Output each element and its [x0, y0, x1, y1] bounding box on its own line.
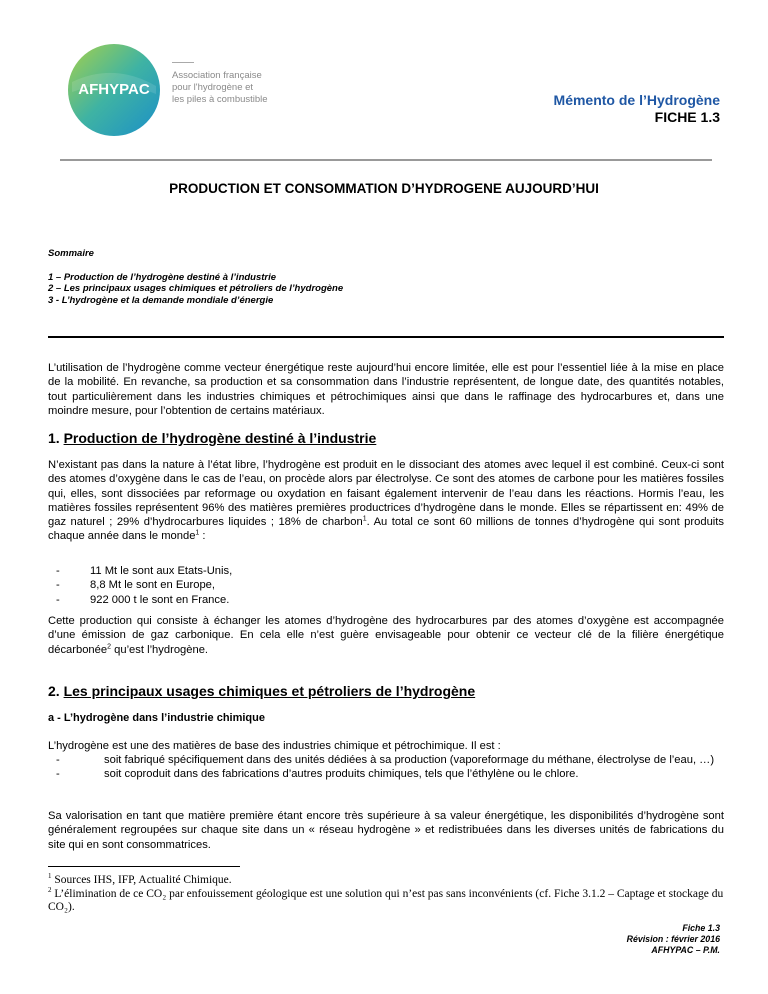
sommaire-item: 3 - L’hydrogène et la demande mondiale d’énergie: [48, 294, 274, 306]
section-1-paragraph-1: N’existant pas dans la nature à l’état libre, l’hydrogène est produit en le dissociant des atomes avec lequel il est combiné. Ceux-ci sont des atomes d’oxygène dans le cas de l’eau, on procède alors par électrolyse. Ce sont des atomes de carbone pour les matières fossiles qui, elles, sont dissociées par reformage ou oxydation en faisant également intervenir de l’eau dans les réactions. Hormis l’eau, les matières fossiles représentent 96% des matières premières productrices d’hydrogène dans le monde. Elles se répartissent en: 49% de gaz naturel ; 29% d’hydrocarbures liquides ; 18% de charbon$^1$. Au total ce sont 60 millions de tonnes d’hydrogène qui sont produits chaque année dans le monde$^1$ :: [48, 459, 724, 543]
association-divider: [172, 62, 194, 63]
association-name: [172, 70, 268, 106]
footer-revision: Révision : février 2016: [626, 934, 720, 944]
sommaire-item: 2 – Les principaux usages chimiques et pétroliers de l’hydrogène: [48, 283, 344, 294]
section-1-paragraph-2: Cette production qui consiste à échanger les atomes d’hydrogène des hydrocarbures par des atomes d’oxygène est accompagnée d’une émission de gaz carbonique. En cela elle n’est guère envisageable pour obtenir ce vecteur clé de la filière énergétique décarbonée$^2$ qu’est l’hydrogène.: [48, 615, 724, 656]
sommaire: [48, 248, 343, 306]
logo-text: AFHYPAC: [78, 81, 150, 98]
association-line: les piles à combustible: [172, 94, 268, 105]
footnote: $^2$ L’élimination de ce CO₂ par enfouissement géologique est une solution qui n’est pas sans inconvénients (cf. Fiche 3.1.2 – Captage et stockage du CO₂).: [48, 885, 724, 913]
association-line: pour l'hydrogène et: [172, 82, 254, 93]
sommaire-divider: [48, 336, 724, 338]
footnotes: [48, 874, 724, 915]
header-divider: [60, 159, 712, 161]
section-1-heading: [48, 430, 376, 446]
footer-author: AFHYPAC – P.M.: [651, 945, 720, 955]
intro-paragraph: L’utilisation de l’hydrogène comme vecteur énergétique reste aujourd’hui encore limitée, elle est pour l’essentiel liée à la mise en place de la mobilité. En revanche, sa production et sa consommation dans l’industrie représentent, de longue date, des quantités notables, tout particulièrement dans les industries chimiques et pétrochimiques ainsi que dans le raffinage des hydrocarbures et, dans une moindre mesure, pour l’obtention de certains matériaux.: [48, 362, 724, 417]
afhypac-logo: [66, 42, 162, 138]
footnote-divider: [48, 866, 240, 867]
section-number: 1.: [48, 430, 60, 446]
footnote: $^1$ Sources IHS, IFP, Actualité Chimique.: [48, 872, 232, 886]
memento-block: [554, 92, 720, 126]
section-title: Production de l’hydrogène destiné à l’industrie: [63, 430, 377, 446]
fiche-label: FICHE 1.3: [654, 109, 720, 125]
list-item: - 8,8 Mt le sont en Europe,: [48, 578, 724, 592]
section-2-paragraph-2: Sa valorisation en tant que matière première étant encore très supérieure à sa valeur énergétique, les disponibilités d’hydrogène sont généralement regroupées sur chaque site dans un « réseau hydrogène » et redistribuées dans les diverses unités de fabrications du site qui en sont consommatrices.: [48, 810, 724, 851]
section-1-list: [48, 564, 724, 607]
sommaire-heading: Sommaire: [48, 248, 94, 259]
list-item: - soit fabriqué spécifiquement dans des unités dédiées à sa production (vaporeformage du méthane, électrolyse de l’eau, …): [48, 753, 724, 767]
footnote-ref: 2: [107, 642, 112, 650]
footnote-ref: 1: [362, 515, 367, 523]
footer-fiche: Fiche 1.3: [682, 923, 720, 933]
memento-title: Mémento de l’Hydrogène: [553, 92, 720, 108]
section-title: Les principaux usages chimiques et pétroliers de l’hydrogène: [63, 683, 476, 699]
page-title: PRODUCTION ET CONSOMMATION D’HYDROGENE AUJOURD’HUI: [169, 181, 599, 196]
list-item: - 922 000 t le sont en France.: [48, 593, 724, 607]
subsection-a-heading: a - L’hydrogène dans l’industrie chimique: [48, 712, 265, 724]
association-line: Association française: [172, 70, 262, 81]
sommaire-item: 1 – Production de l’hydrogène destiné à l’industrie: [48, 271, 277, 283]
section-number: 2.: [48, 683, 60, 699]
page-footer: [627, 923, 720, 956]
list-item: - 11 Mt le sont aux Etats-Unis,: [48, 564, 724, 578]
section-2-list: [48, 753, 724, 782]
list-item: - soit coproduit dans des fabrications d’autres produits chimiques, tels que l’éthylène ou le chlore.: [48, 767, 724, 781]
section-2-heading: [48, 683, 475, 699]
section-2-paragraph-1: L’hydrogène est une des matières de base des industries chimique et pétrochimique. Il est :: [48, 740, 501, 752]
footnote-ref: 1: [195, 529, 200, 537]
